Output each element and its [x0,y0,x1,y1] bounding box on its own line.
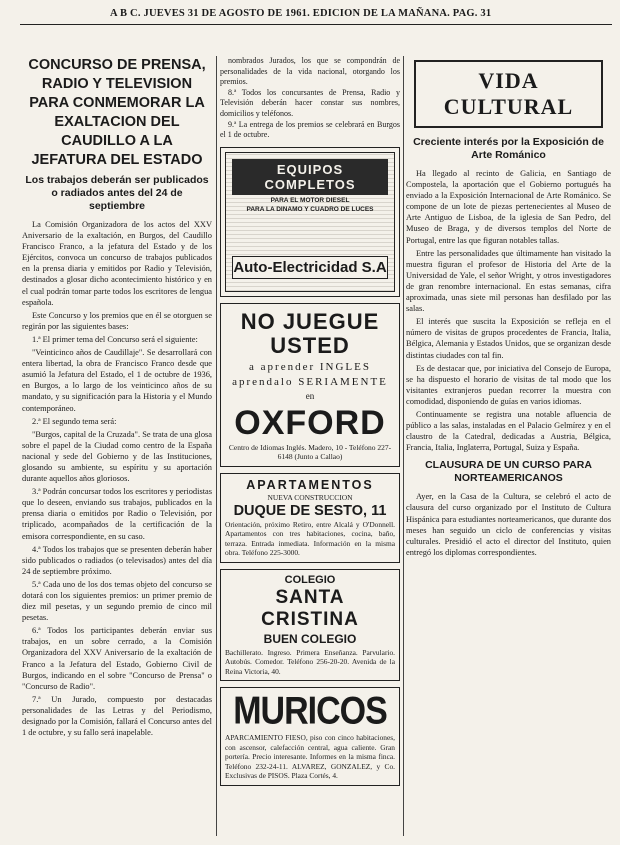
right-column [406,56,611,826]
section-title: VIDA CULTURAL [414,60,603,128]
article-subheadline: Los trabajos deberán ser publicados o radiados antes del 24 de septiembre [25,174,209,212]
article-paragraph: 7.ª Un Jurado, compuesto por destacadas personalidades de las Letras y del Periodismo, designado por la Comisión, fallará el Concurso antes del 1 de octubre, y su fallo será inapelable. [22,694,212,738]
article-paragraph: Continuamente se registra una notable afluencia de público a las salas, instaladas en el Palacio Gelmírez y en el claustro de la Catedral, dedicadas a Austria, Bélgica, Francia, Italia, Inglaterra, Portugal, Suiza y España. [406,409,611,453]
article-paragraph: Ayer, en la Casa de la Cultura, se celebró el acto de clausura del curso organizado por el Instituto de Cultura Hispánica para estudiantes norteamericanos, que durante dos meses han seguido un ciclo de conferencias y visitas culturales. Presidió el acto el director del Instituto, quien entregó los diplomas correspondientes. [406,492,611,557]
article-paragraph: 1.ª El primer tema del Concurso será el siguiente: [32,334,198,344]
ad-headline: NO JUEGUE [240,308,380,334]
article-paragraph: 5.ª Cada uno de los dos temas objeto del concurso se dotará con los siguientes premios: un primer premio de diez mil pesetas, y un segundo premio de cinco mil pesetas. [22,579,212,623]
article-paragraph: 9.ª La entrega de los premios se celebrará en Burgos el 1 de octubre. [220,119,400,140]
column-rule-1 [216,56,217,836]
ad-colegio [220,569,400,682]
ad-muricos [220,687,400,786]
article-paragraph: nombrados Jurados, los que se compondrán de personalidades de la vida nacional, otorgando los premios. [220,56,400,87]
ad-headline: COLEGIO [284,573,336,586]
ad-address: DUQUE DE SESTO, 11 [233,502,387,519]
ad-oxford [220,303,400,467]
ad-details: Orientación, próximo Retiro, entre Alcalá y O'Donnell. Apartamentos con tres habitaciones, cocina, baño, terraza. Entrada inmediata. Información en la misma obra. Teléfono 225-3000. [225,519,395,558]
article-paragraph: "Burgos, capital de la Cruzada". Se trata de una glosa sobre el papel de la Ciudad como centro de la España nacional y sede del Gobierno y de las Instituciones, glosando su ambiente, su espíritu y su aportación durante aquellos años gloriosos. [22,429,212,484]
article-paragraph: Es de destacar que, por iniciativa del Consejo de Europa, se ha dispuesto el horario de visitas de tal modo que los visitantes extranjeros puedan recorrer la muestra con comodidad, disponiendo de guías en varios idiomas. [406,363,611,406]
ad-headline: APARTAMENTOS [246,477,374,492]
article-paragraph: 2.ª El segundo tema será: [32,416,117,426]
ad-details: Bachillerato. Ingreso. Primera Enseñanza. Parvulario. Autobús. Comedor. Teléfono 256-20-20. Avenida de la Reina Victoria, 40. [225,647,395,676]
ad-tagline: PARA EL MOTOR DIESEL [270,196,350,204]
article-headline: CONCURSO DE PRENSA, RADIO Y TELEVISION PARA CONMEMORAR LA EXALTACION DEL CAUDILLO A LA JEFATURA DEL ESTADO [28,57,206,168]
article-headline: Creciente interés por la Exposición de Arte Románico [413,136,604,161]
middle-column [220,56,400,826]
ad-frame [225,152,395,292]
article-paragraph: Ha llegado al recinto de Galicia, en Santiago de Compostela, la aportación que el Gobierno portugués ha enviado a la Exposición Internacional de Arte Románico. Se compone de un lote de piezas pertenecientes al Museo de Arte Antiguo de Lisboa, de la iglesia de San Pedro, del Museo de Braga, y de diversos templos del Norte de Portugal, entre las que figuran notables tallas. [406,169,611,245]
article-paragraph: La Comisión Organizadora de los actos del XXV Aniversario de la exaltación, en Burgos, del Caudillo Francisco Franco, a la jefatura del Estado y de los Ejércitos, convoca un concurso de trabajos publicados en la prensa diaria y emitidos por Radio y Televisión, destinados a glosar dicho acontecimiento histórico y en el cual podrán tomar parte todos los escritores de lengua española. [22,220,212,307]
header-rule [20,24,612,25]
ad-banner: EQUIPOS COMPLETOS [232,159,388,195]
ad-auto-electricidad [220,147,400,297]
ad-brand: Auto-Electricidad S.A [232,256,388,279]
article-paragraph: 8.ª Todos los concursantes de Prensa, Radio y Televisión deberán hacer constar sus nombres, domicilios y teléfonos. [220,87,400,118]
ad-brand: OXFORD [234,403,386,442]
left-column [22,56,212,826]
ad-apartamentos [220,473,400,563]
ad-line: aprendalo SERIAMENTE [232,375,388,388]
article-paragraph: El interés que suscita la Exposición se refleja en el número de visitas de grupos procedentes de Francia, Italia, Bélgica, Alemania y Estados Unidos, que se organizan desde distintas ciudades con tal fin. [406,317,611,360]
ad-headline-2: USTED [270,332,350,358]
ad-brand: SANTA CRISTINA [261,586,359,630]
article-paragraph: Este Concurso y los premios que en él se otorguen se regirán por las siguientes bases: [22,310,212,331]
ad-line: en [305,390,315,401]
article-paragraph: "Veinticinco años de Caudillaje". Se desarrollará con entera libertad, la obra de Francisco Franco desde que asumió la Jefatura del Estado, el 1 de octubre de 1936, en Burgos, a lo largo de los veinticinco años de su mandato, y su significación para la Historia y el Mundo contemporáneo. [22,348,212,413]
article-body [22,219,212,738]
ad-tagline-2: PARA LA DINAMO Y CUADRO DE LUCES [246,205,374,213]
ad-line: a aprender INGLES [249,360,371,373]
ad-details: Centro de Idiomas Inglés. Madero, 10 - Teléfono 227-6148 (Junto a Callao) [228,442,392,462]
column-rule-2 [403,56,404,836]
article-paragraph: 3.ª Podrán concursar todos los escritores y periodistas que lo deseen, enviando sus trabajos, publicados en la prensa diaria o emitidos por Radio o Televisión, por triplicado, acompañados de la certificación de la emisora correspondiente, en su caso. [22,487,212,541]
article-paragraph: Entre las personalidades que últimamente han visitado la muestra figuran el profesor de Historia del Arte de la Universidad de Yale, el señor Wright, y otros investigadores de gran renombre internacional. En estas semanas, cifra aproximada, unas siete mil personas han desfilado por las salas. [406,248,611,314]
ad-logo: MURICOS [233,689,387,734]
ad-details: APARCAMIENTO FIESO, piso con cinco habitaciones, con ascensor, calefacción central, agua caliente. Gran portería. Precio interesante. Informes en la misma finca. Teléfono 232-24-11. ALVAREZ, GONZALEZ, y Co. Exclusivas de PISOS. Plaza Cortés, 4. [225,733,395,781]
article-paragraph: 4.ª Todos los trabajos que se presenten deberán haber sido publicados o radiados (o televisados) antes del día 24 de septiembre próximo. [22,544,212,576]
subsection-headline: CLAUSURA DE UN CURSO PARA NORTEAMERICANOS [425,459,592,485]
page-header: A B C. JUEVES 31 DE AGOSTO DE 1961. EDICION DE LA MAÑANA. PAG. 31 [110,8,492,19]
continued-text [220,56,400,141]
ad-subheadline: NUEVA CONSTRUCCION [267,492,353,502]
article-paragraph: 6.ª Todos los participantes deberán enviar sus trabajos, en un sobre cerrado, a la Comisión Organizadora del XXV Aniversario de la exaltación de Franco a la Jefatura del Estado, Gobierno Civil de Burgos, indicando en el sobre "Concurso de Prensa" o "Concurso de Radio". [22,626,212,691]
ad-motto: BUEN COLEGIO [263,631,357,646]
